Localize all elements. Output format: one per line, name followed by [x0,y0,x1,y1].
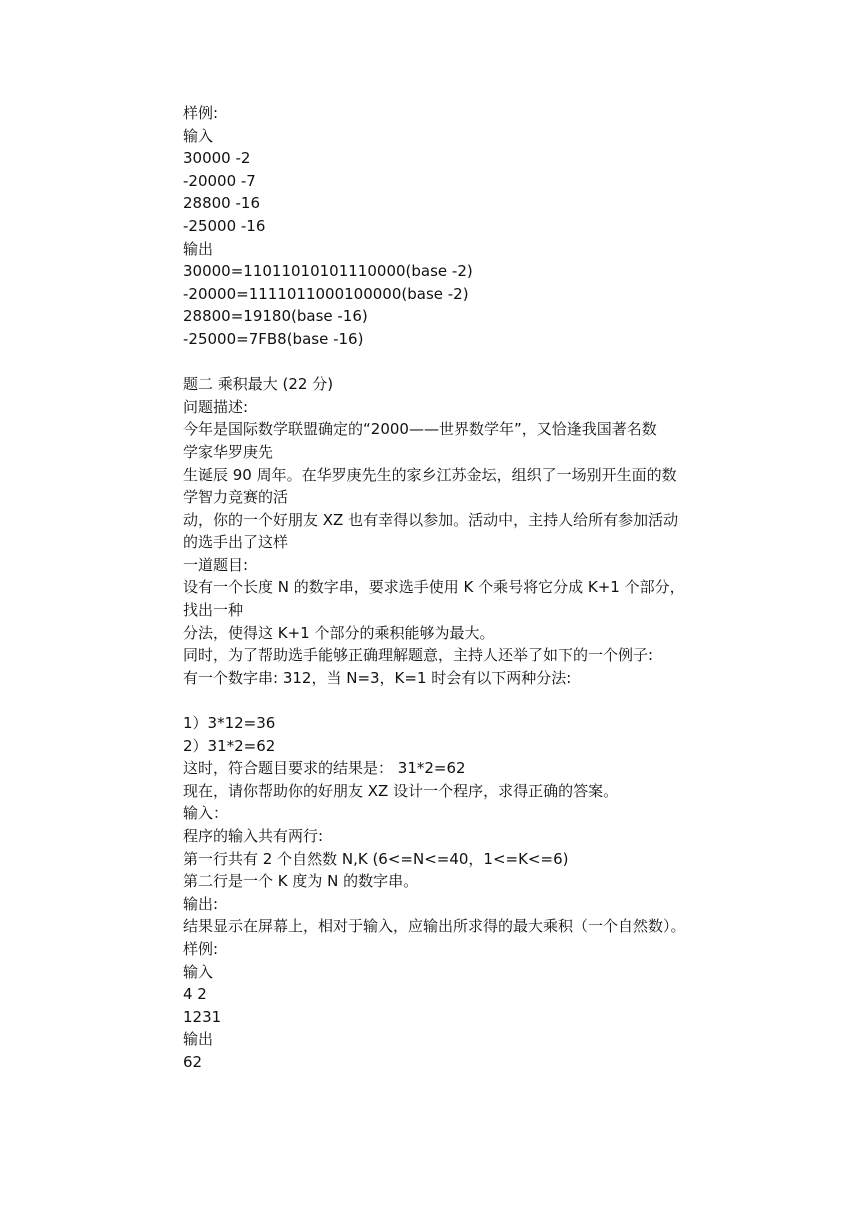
input-label: 输入： [183,804,229,823]
paragraph-line: 第二行是一个 K 度为 N 的数字串。 [183,872,419,891]
paragraph-line: 动，你的一个好朋友 XZ 也有幸得以参加。活动中，主持人给所有参加活动 [183,510,679,529]
paragraph-line: 有一个数字串: 312，当 N=3，K=1 时会有以下两种分法: [183,668,572,687]
paragraph-line: 这时，符合题目要求的结果是： 31*2=62 [183,759,466,778]
paragraph-line: 同时，为了帮助选手能够正确理解题意，主持人还举了如下的一个例子: [183,646,654,665]
sample-heading: 样例: [183,939,219,958]
sample-output-line: -20000=1111011000100000(base -2) [183,284,469,303]
paragraph-line: 的选手出了这样 [183,533,289,552]
paragraph-line: 学家华罗庚先 [183,442,274,461]
document-page [183,102,703,1074]
output-label: 输出 [183,1030,214,1049]
paragraph-line: 程序的输入共有两行: [183,827,324,845]
problem-description-label: 问题描述: [183,397,249,416]
input-label: 输入 [183,126,214,145]
paragraph-line: 一道题目: [183,555,249,574]
sample-heading: 样例: [183,104,219,122]
paragraph-line: 找出一种 [183,601,244,620]
output-label: 输出: [183,894,219,913]
paragraph-line: 学智力竞赛的活 [183,488,289,507]
sample-input-line: 4 2 [183,985,207,1004]
example-line: 2）31*2=62 [183,736,276,755]
input-label: 输入 [183,962,214,981]
paragraph-line: 设有一个长度 N 的数字串，要求选手使用 K 个乘号将它分成 K+1 个部分， [183,578,685,597]
blank-line [183,689,703,712]
output-label: 输出 [183,239,214,258]
example-line: 1）3*12=36 [183,714,276,733]
paragraph-line: 结果显示在屏幕上，相对于输入，应输出所求得的最大乘积（一个自然数）。 [183,917,686,936]
paragraph-line: 生诞辰 90 周年。在华罗庚先生的家乡江苏金坛，组织了一场别开生面的数 [183,465,677,484]
paragraph-line: 现在，请你帮助你的好朋友 XZ 设计一个程序，求得正确的答案。 [183,781,619,800]
sample-input-line: 1231 [183,1007,222,1026]
paragraph-line: 今年是国际数学联盟确定的“2000——世界数学年”，又恰逢我国著名数 [183,420,657,439]
sample-input-line: 28800 -16 [183,194,260,213]
paragraph-line: 第一行共有 2 个自然数 N,K (6<=N<=40，1<=K<=6) [183,849,569,868]
sample-output-line: 30000=11011010101110000(base -2) [183,262,473,281]
sample-output-line: 28800=19180(base -16) [183,307,368,326]
problem-title: 题二 乘积最大 (22 分) [183,375,334,394]
sample-output-line: -25000=7FB8(base -16) [183,329,364,348]
paragraph-line: 分法，使得这 K+1 个部分的乘积能够为最大。 [183,623,495,642]
sample-input-line: -25000 -16 [183,216,266,235]
sample-input-line: -20000 -7 [183,171,256,190]
sample-input-line: 30000 -2 [183,149,251,168]
sample-output-line: 62 [183,1052,203,1071]
blank-line [183,351,703,374]
